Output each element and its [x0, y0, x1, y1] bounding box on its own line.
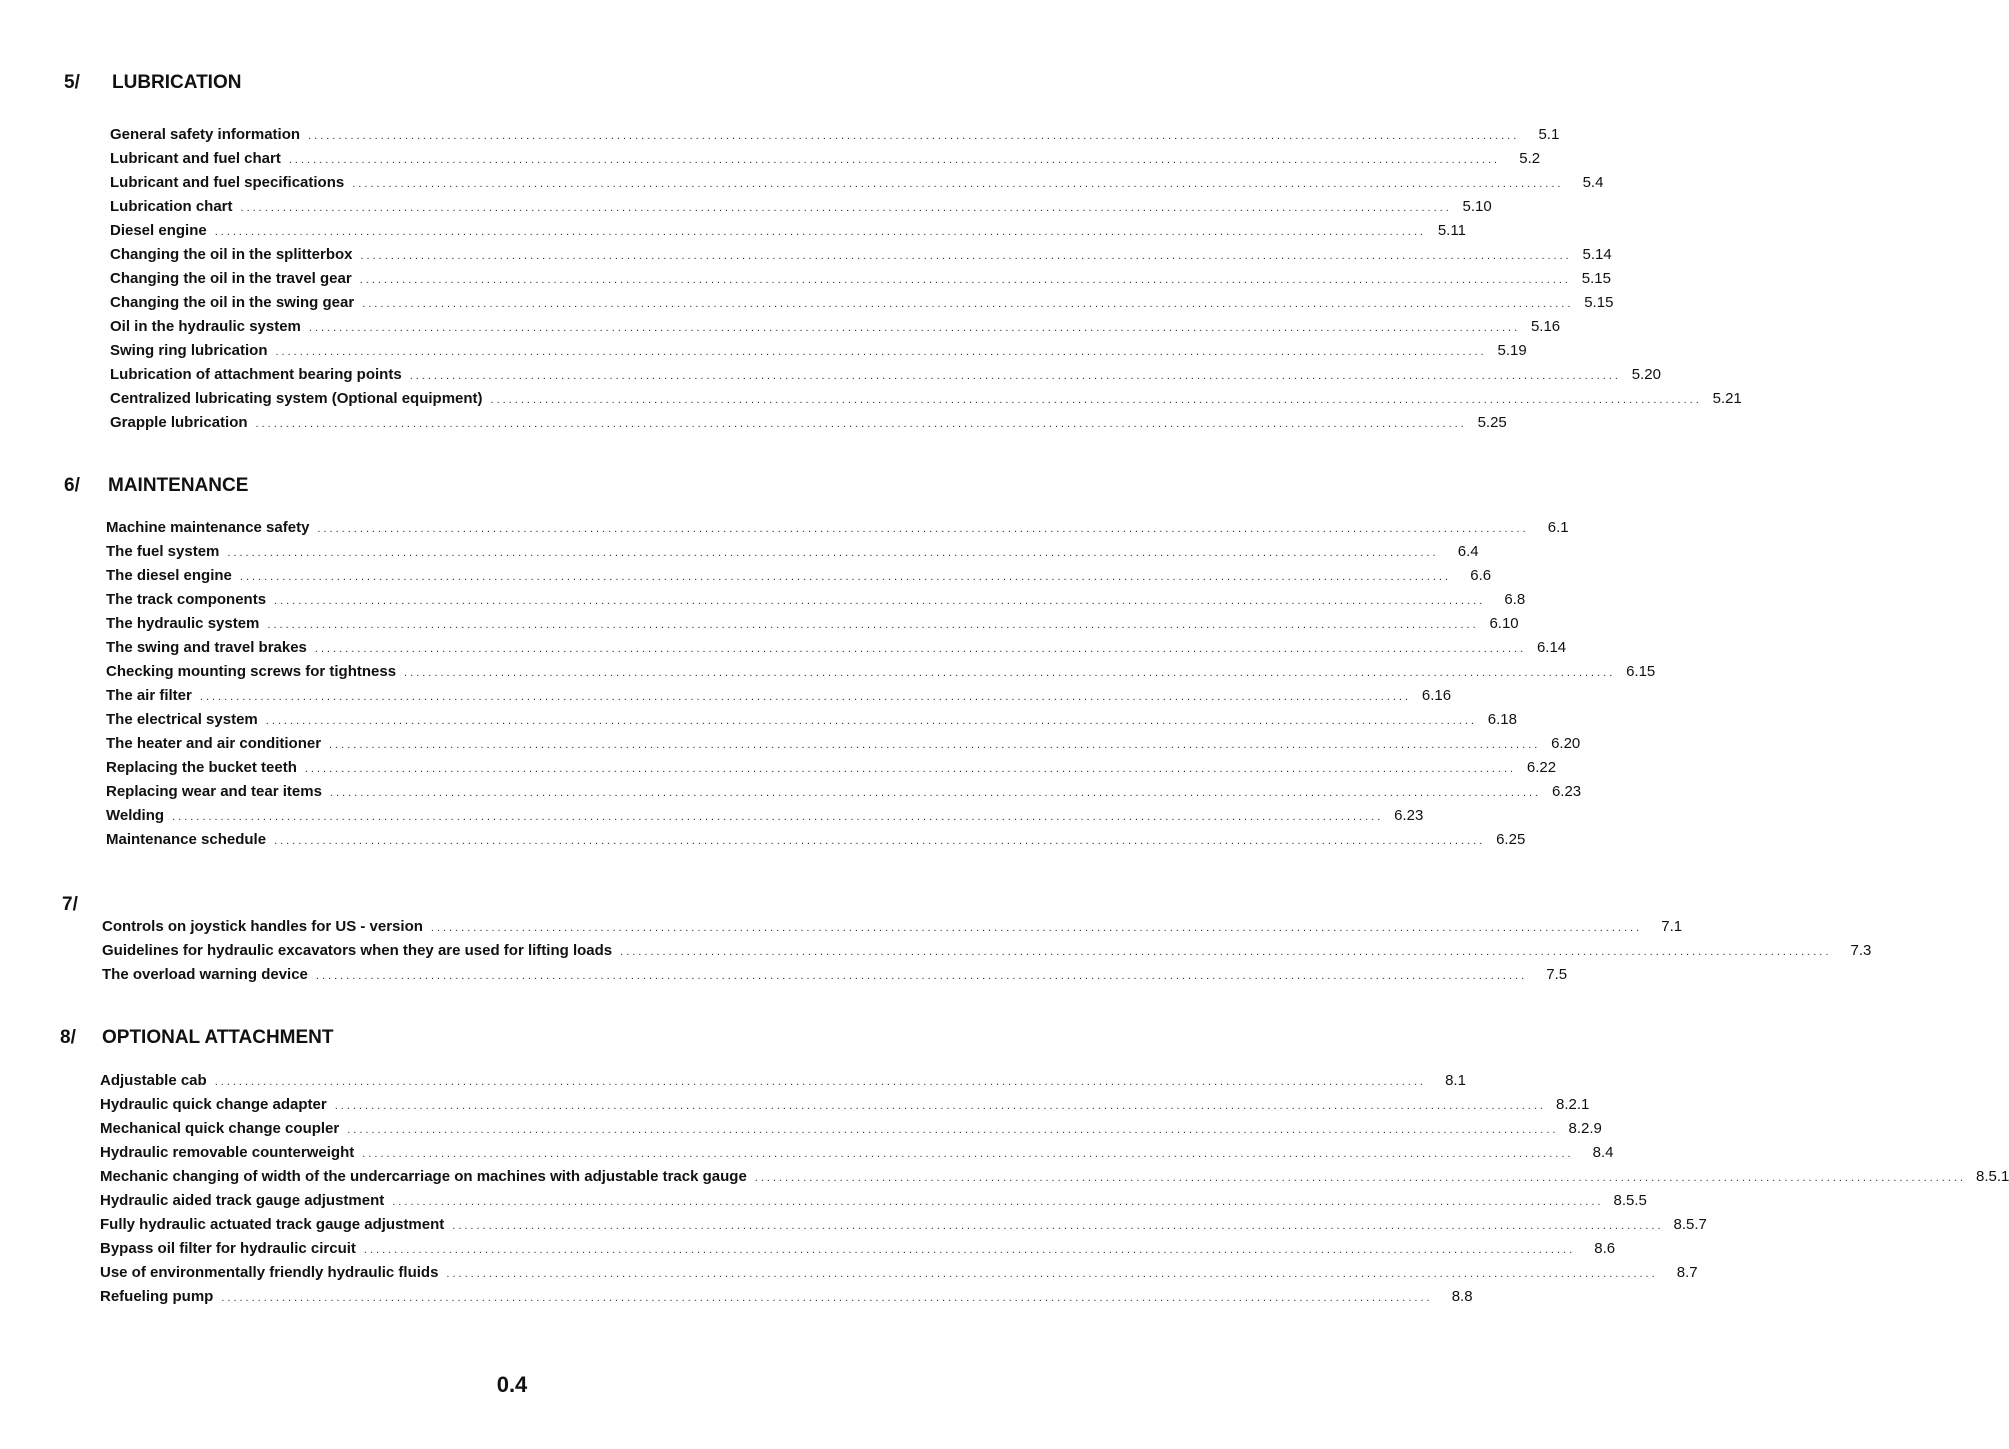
- toc-entry-page: 8.5.7: [1673, 1216, 1707, 1233]
- toc-entry: [106, 780, 1582, 804]
- section-number: 5/: [64, 72, 80, 93]
- toc-entry-page: 8.4: [1592, 1144, 1614, 1161]
- toc-entry: [106, 732, 1581, 756]
- section-heading: [60, 1024, 930, 1052]
- section-lubrication: [64, 69, 1742, 431]
- toc-entry: [106, 540, 1479, 564]
- section-number: 6/: [64, 475, 80, 496]
- toc-entry-page: 7.3: [1850, 942, 1872, 959]
- dot-leader: ........................................................................................................................................................................................................: [227, 547, 1439, 559]
- dot-leader: ........................................................................................................................................................................................................: [409, 370, 1621, 382]
- toc-entry-page: 8.2.1: [1555, 1096, 1590, 1113]
- dot-leader: ........................................................................................................................................................................................................: [221, 1292, 1433, 1304]
- toc-entry-page: 6.23: [1551, 783, 1582, 800]
- dot-leader: ........................................................................................................................................................................................................: [363, 1244, 1576, 1256]
- dot-leader: ........................................................................................................................................................................................................: [329, 787, 1542, 799]
- toc-entry-page: 5.21: [1712, 390, 1742, 407]
- toc-entry-page: 6.6: [1470, 567, 1492, 584]
- toc-entry: [110, 171, 1604, 195]
- toc-entry-page: 6.20: [1551, 735, 1581, 752]
- dot-leader: ........................................................................................................................................................................................................: [275, 346, 1487, 358]
- dot-leader: ........................................................................................................................................................................................................: [304, 763, 1517, 775]
- toc-entry: [110, 243, 1612, 267]
- dot-leader: ........................................................................................................................................................................................................: [329, 739, 1541, 751]
- toc-entry-page: 6.16: [1421, 687, 1452, 704]
- toc-entry-label: The fuel system: [106, 543, 220, 560]
- toc-entry-label: Controls on joystick handles for US - version: [102, 918, 423, 935]
- section-maintenance: [64, 472, 1656, 848]
- toc-entry-label: Guidelines for hydraulic excavators when they are used for lifting loads: [102, 942, 613, 959]
- toc-entry-page: 5.20: [1631, 366, 1661, 383]
- toc-entry: [100, 1093, 1590, 1117]
- toc-entry: [106, 564, 1492, 588]
- toc-entry: [100, 1069, 1466, 1093]
- toc-entry: [110, 339, 1527, 363]
- toc-entry-label: Lubrication chart: [110, 198, 233, 215]
- toc-entry-label: Swing ring lubrication: [110, 342, 268, 359]
- dot-leader: ........................................................................................................................................................................................................: [308, 130, 1520, 142]
- dot-leader: ........................................................................................................................................................................................................: [274, 835, 1486, 847]
- toc-entry-label: Fully hydraulic actuated track gauge adjustment: [100, 1216, 445, 1233]
- dot-leader: ........................................................................................................................................................................................................: [172, 811, 1384, 823]
- dot-leader: ........................................................................................................................................................................................................: [308, 322, 1521, 334]
- toc-entry-label: The diesel engine: [106, 567, 232, 584]
- toc-entry-page: 5.15: [1581, 270, 1611, 287]
- toc-entry: [100, 1165, 2009, 1189]
- dot-leader: ........................................................................................................................................................................................................: [214, 1076, 1426, 1088]
- toc-entry: [110, 315, 1561, 339]
- toc-entry: [106, 516, 1569, 540]
- toc-entry-label: Maintenance schedule: [106, 831, 267, 848]
- toc-entry: [110, 387, 1742, 411]
- page-number: 0.4: [496, 1372, 528, 1397]
- entry-list: [100, 1069, 2009, 1309]
- toc-entry-page: 6.25: [1496, 831, 1526, 848]
- toc-entry-label: Centralized lubricating system (Optional equipment): [110, 390, 483, 407]
- toc-entry-page: 7.5: [1546, 966, 1568, 983]
- toc-entry-page: 5.4: [1582, 174, 1604, 191]
- section-title: LUBRICATION: [112, 72, 242, 93]
- toc-entry: [102, 963, 1568, 987]
- toc-entry-label: The heater and air conditioner: [106, 735, 322, 752]
- dot-leader: ........................................................................................................................................................................................................: [347, 1124, 1559, 1136]
- toc-entry: [110, 147, 1541, 171]
- dot-leader: ........................................................................................................................................................................................................: [446, 1268, 1658, 1280]
- toc-entry-page: 6.1: [1547, 519, 1569, 536]
- toc-entry-page: 5.19: [1497, 342, 1527, 359]
- toc-entry: [100, 1261, 1698, 1285]
- toc-entry-page: 8.6: [1594, 1240, 1616, 1257]
- toc-entry-label: The swing and travel brakes: [106, 639, 307, 656]
- toc-entry-label: The air filter: [106, 687, 192, 704]
- toc-entry: [106, 612, 1519, 636]
- dot-leader: ........................................................................................................................................................................................................: [362, 298, 1574, 310]
- toc-entry-label: Replacing the bucket teeth: [106, 759, 297, 776]
- toc-entry-page: 6.14: [1536, 639, 1567, 656]
- toc-entry-label: Diesel engine: [110, 222, 207, 239]
- section-7: [62, 891, 1872, 983]
- dot-leader: ........................................................................................................................................................................................................: [452, 1220, 1664, 1232]
- toc-entry-label: The electrical system: [106, 711, 258, 728]
- toc-entry: [100, 1141, 1614, 1165]
- dot-leader: ........................................................................................................................................................................................................: [255, 418, 1467, 430]
- toc-entry-label: Welding: [106, 807, 165, 824]
- toc-entry-page: 6.15: [1626, 663, 1656, 680]
- dot-leader: ........................................................................................................................................................................................................: [199, 691, 1412, 703]
- dot-leader: ........................................................................................................................................................................................................: [240, 202, 1452, 214]
- entry-list: [110, 123, 1742, 435]
- section-heading: [64, 472, 934, 500]
- dot-leader: ........................................................................................................................................................................................................: [490, 394, 1702, 406]
- dot-leader: ........................................................................................................................................................................................................: [274, 595, 1486, 607]
- toc-entry-label: The overload warning device: [102, 966, 308, 983]
- toc-entry-label: General safety information: [110, 126, 301, 143]
- section-title: MAINTENANCE: [108, 475, 249, 496]
- toc-entry-page: 5.25: [1477, 414, 1507, 431]
- toc-entry: [110, 291, 1614, 315]
- toc-entry: [106, 636, 1567, 660]
- toc-entry-page: 6.8: [1504, 591, 1526, 608]
- toc-entry: [100, 1117, 1602, 1141]
- toc-entry-label: Bypass oil filter for hydraulic circuit: [100, 1240, 356, 1257]
- toc-entry-label: Mechanical quick change coupler: [100, 1120, 340, 1137]
- toc-entry-label: Refueling pump: [100, 1288, 214, 1305]
- toc-entry-label: Lubricant and fuel specifications: [110, 174, 345, 191]
- dot-leader: ........................................................................................................................................................................................................: [754, 1172, 1967, 1184]
- toc-entry-label: Changing the oil in the travel gear: [110, 270, 352, 287]
- toc-entry-page: 5.2: [1519, 150, 1541, 167]
- toc-entry-page: 7.1: [1661, 918, 1683, 935]
- toc-entry-page: 8.5.1: [1976, 1168, 2009, 1185]
- dot-leader: ........................................................................................................................................................................................................: [315, 970, 1528, 982]
- toc-entry-label: Lubricant and fuel chart: [110, 150, 281, 167]
- section-number: 8/: [60, 1027, 76, 1048]
- toc-entry-label: Lubrication of attachment bearing points: [110, 366, 402, 383]
- dot-leader: ........................................................................................................................................................................................................: [317, 523, 1529, 535]
- toc-entry-label: Hydraulic removable counterweight: [100, 1144, 355, 1161]
- toc-entry-label: The track components: [106, 591, 267, 608]
- toc-entry: [106, 708, 1517, 732]
- dot-leader: ........................................................................................................................................................................................................: [314, 643, 1527, 655]
- toc-entry-label: Changing the oil in the swing gear: [110, 294, 355, 311]
- toc-entry-label: Adjustable cab: [100, 1072, 207, 1089]
- toc-entry-page: 5.15: [1584, 294, 1614, 311]
- dot-leader: ........................................................................................................................................................................................................: [360, 250, 1572, 262]
- toc-entry-label: Grapple lubrication: [110, 414, 248, 431]
- toc-entry-page: 8.1: [1445, 1072, 1466, 1089]
- toc-entry-label: Machine maintenance safety: [106, 519, 310, 536]
- dot-leader: ........................................................................................................................................................................................................: [359, 274, 1571, 286]
- toc-entry-label: Hydraulic aided track gauge adjustment: [100, 1192, 385, 1209]
- dot-leader: ........................................................................................................................................................................................................: [392, 1196, 1604, 1208]
- toc-entry: [110, 195, 1492, 219]
- dot-leader: ........................................................................................................................................................................................................: [265, 715, 1477, 727]
- toc-entry-label: Mechanic changing of width of the undercarriage on machines with adjustable track gauge: [100, 1168, 747, 1185]
- toc-entry-label: Checking mounting screws for tightness: [106, 663, 397, 680]
- toc-entry-page: 8.5.5: [1613, 1192, 1647, 1209]
- toc-entry-page: 6.23: [1394, 807, 1424, 824]
- dot-leader: ........................................................................................................................................................................................................: [362, 1148, 1574, 1160]
- entry-list: [106, 516, 1656, 852]
- toc-entry: [106, 684, 1452, 708]
- toc-entry: [100, 1285, 1473, 1309]
- toc-entry-page: 8.8: [1451, 1288, 1473, 1305]
- toc-entry-page: 5.10: [1462, 198, 1492, 215]
- toc-entry-page: 6.18: [1487, 711, 1517, 728]
- toc-entry: [106, 588, 1526, 612]
- toc-entry-label: Oil in the hydraulic system: [110, 318, 301, 335]
- toc-entry: [102, 939, 1872, 963]
- dot-leader: ........................................................................................................................................................................................................: [620, 946, 1832, 958]
- toc-entry-page: 8.7: [1676, 1264, 1698, 1281]
- toc-entry: [100, 1189, 1647, 1213]
- toc-entry: [110, 267, 1611, 291]
- toc-entry: [106, 828, 1526, 852]
- entry-list: [102, 915, 1872, 987]
- section-title: OPTIONAL ATTACHMENT: [102, 1027, 334, 1048]
- toc-entry-page: 5.1: [1538, 126, 1560, 143]
- dot-leader: ........................................................................................................................................................................................................: [430, 922, 1643, 934]
- section-number: 7/: [62, 894, 78, 915]
- dot-leader: ........................................................................................................................................................................................................: [267, 619, 1479, 631]
- toc-entry: [106, 756, 1557, 780]
- toc-entry-page: 6.22: [1526, 759, 1557, 776]
- dot-leader: ........................................................................................................................................................................................................: [214, 226, 1426, 238]
- toc-entry-page: 5.14: [1582, 246, 1612, 263]
- toc-entry-label: Replacing wear and tear items: [106, 783, 322, 800]
- toc-entry-page: 8.2.9: [1568, 1120, 1602, 1137]
- toc-entry-label: Changing the oil in the splitterbox: [110, 246, 353, 263]
- toc-entry: [110, 123, 1560, 147]
- toc-entry: [106, 804, 1424, 828]
- toc-entry: [106, 660, 1656, 684]
- toc-entry-page: 5.16: [1530, 318, 1561, 335]
- toc-entry: [110, 219, 1466, 243]
- toc-entry: [100, 1237, 1616, 1261]
- dot-leader: ........................................................................................................................................................................................................: [352, 178, 1564, 190]
- toc-entry-label: The hydraulic system: [106, 615, 260, 632]
- section-heading: [64, 69, 936, 97]
- toc-entry: [110, 363, 1661, 387]
- toc-entry: [100, 1213, 1707, 1237]
- toc-entry: [110, 411, 1507, 435]
- toc-entry-label: Hydraulic quick change adapter: [100, 1096, 327, 1113]
- toc-entry-page: 6.10: [1489, 615, 1519, 632]
- toc-entry-label: Use of environmentally friendly hydraulic fluids: [100, 1264, 439, 1281]
- dot-leader: ........................................................................................................................................................................................................: [334, 1100, 1546, 1112]
- section-optional-attachment: [60, 1024, 2009, 1305]
- dot-leader: ........................................................................................................................................................................................................: [288, 154, 1501, 166]
- toc-entry-page: 6.4: [1457, 543, 1479, 560]
- toc-entry-page: 5.11: [1437, 222, 1466, 239]
- toc-entry: [102, 915, 1683, 939]
- dot-leader: ........................................................................................................................................................................................................: [404, 667, 1616, 679]
- dot-leader: ........................................................................................................................................................................................................: [239, 571, 1452, 583]
